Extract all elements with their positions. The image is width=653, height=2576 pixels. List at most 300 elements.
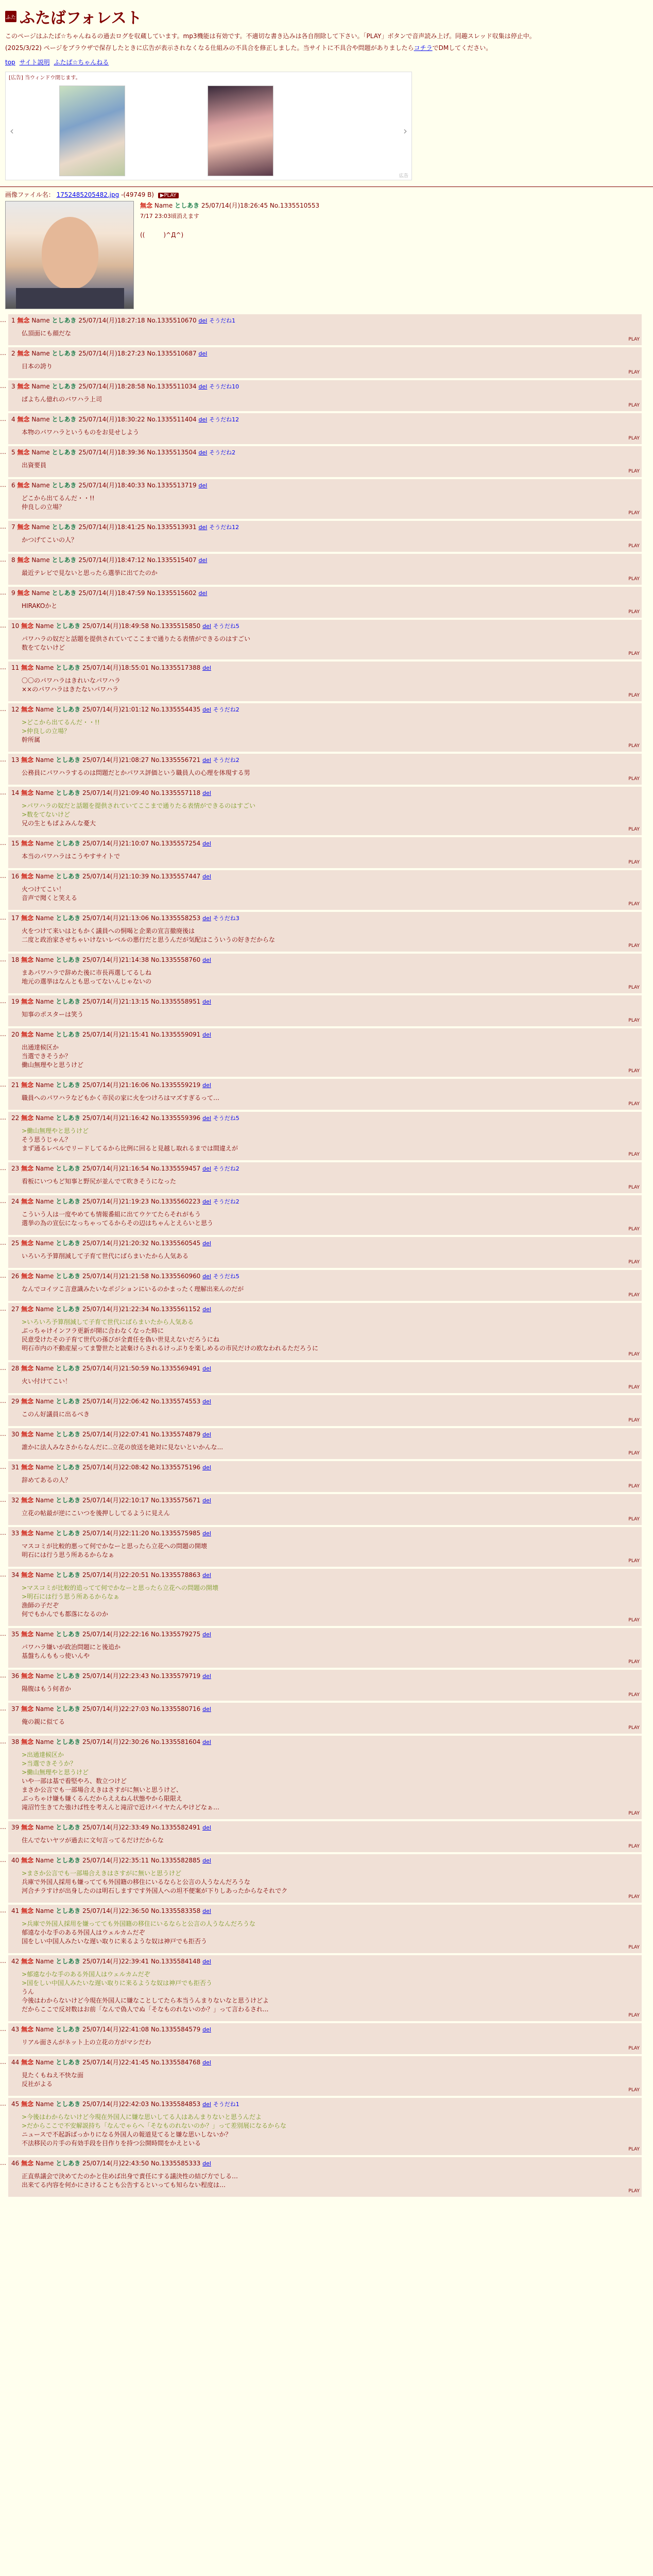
reply-number[interactable]: No.1335561152: [151, 1306, 201, 1313]
delete-link[interactable]: del: [202, 1824, 211, 1831]
delete-link[interactable]: del: [202, 998, 211, 1005]
reply-play-button[interactable]: PLAY: [628, 1692, 640, 1698]
delete-link[interactable]: del: [198, 350, 208, 357]
delete-link[interactable]: del: [202, 1031, 211, 1038]
reply-number[interactable]: No.1335579719: [151, 1672, 201, 1680]
reply-play-button[interactable]: PLAY: [628, 2189, 640, 2194]
reply: [0, 314, 653, 345]
play-button[interactable]: ▶PLAY: [158, 193, 179, 198]
delete-link[interactable]: del: [202, 873, 211, 880]
reply-date: 25/07/14(月)22:23:43: [82, 1672, 149, 1680]
reply-play-button[interactable]: PLAY: [628, 2013, 640, 2018]
reply-number[interactable]: No.1335513931: [147, 523, 197, 531]
delete-link[interactable]: del: [198, 557, 208, 564]
delete-link[interactable]: del: [202, 1082, 211, 1089]
reply-number[interactable]: No.1335513504: [147, 449, 197, 456]
reply-name: としあき: [56, 1306, 81, 1313]
reply-number[interactable]: No.1335558760: [151, 956, 201, 963]
reply-play-button[interactable]: PLAY: [628, 1558, 640, 1564]
sodane-button[interactable]: そうだね2: [213, 1198, 239, 1205]
reply-play-button[interactable]: PLAY: [628, 1659, 640, 1665]
reply-subject: 無念: [21, 1705, 34, 1713]
delete-link[interactable]: del: [202, 1857, 211, 1864]
delete-link[interactable]: del: [198, 317, 208, 324]
reply-subject: 無念: [21, 1672, 34, 1680]
reply-indent: …: [0, 2025, 6, 2032]
reply-name: としあき: [56, 956, 81, 963]
delete-link[interactable]: del: [202, 1908, 211, 1914]
reply-index: 2: [11, 350, 15, 357]
reply-number[interactable]: No.1335580716: [151, 1705, 201, 1713]
reply: [0, 446, 653, 477]
reply-play-button[interactable]: PLAY: [628, 1811, 640, 1816]
reply-play-button[interactable]: PLAY: [628, 1293, 640, 1298]
op-content: [140, 201, 319, 309]
delete-link[interactable]: del: [202, 1165, 211, 1172]
reply-indent: …: [0, 1081, 6, 1088]
reply-play-button[interactable]: PLAY: [628, 1894, 640, 1900]
reply-text: [11, 852, 639, 861]
quote-line: >当選できそうか？: [22, 1760, 77, 1767]
text-line: 職員へのパワハラなどもかく市民の家に火をつけろはマズすぎるって…: [22, 1094, 220, 1101]
quote-line: >数をてないけど: [22, 811, 71, 818]
delete-link[interactable]: del: [202, 915, 211, 922]
reply-play-button[interactable]: PLAY: [628, 1069, 640, 1074]
reply-name: としあき: [56, 1365, 81, 1372]
reply-play-button[interactable]: PLAY: [628, 1418, 640, 1423]
reply-name: としあき: [51, 317, 77, 324]
delete-link[interactable]: del: [202, 1115, 211, 1122]
reply-play-button[interactable]: PLAY: [628, 1517, 640, 1522]
reply-index: 27: [11, 1306, 20, 1313]
reply-box: [8, 1628, 642, 1668]
text-line: 火い付けてこい！: [22, 1378, 72, 1385]
text-line: こういう人は一度やめても情報番組に出てウケてたらそれがもう: [22, 1211, 201, 1218]
reply-play-button[interactable]: PLAY: [628, 544, 640, 549]
reply-play-button[interactable]: PLAY: [628, 1618, 640, 1623]
quote-line: >兵庫で外国人採用を嫌ってても外国籍の移住にいるならと公言の人うなんだろうな: [22, 1920, 256, 1927]
op-name-label: Name: [154, 202, 173, 209]
reply-date: 25/07/14(月)22:41:08: [82, 2026, 149, 2033]
reply-index: 12: [11, 706, 20, 713]
reply-play-button[interactable]: PLAY: [628, 609, 640, 615]
reply-number[interactable]: No.1335513719: [147, 482, 197, 489]
reply-header: [11, 2100, 639, 2109]
nav-link-about[interactable]: サイト説明: [19, 59, 50, 66]
sodane-button[interactable]: そうだね1: [209, 317, 236, 324]
reply-box: [8, 1237, 642, 1268]
reply-play-button[interactable]: PLAY: [628, 985, 640, 990]
text-line: パワハラ嫌いが政治問題にと後追か: [22, 1643, 121, 1651]
delete-link[interactable]: del: [202, 790, 211, 796]
reply-subject: 無念: [17, 449, 30, 456]
text-line: マスコミが比較的悪って何でかなーと思ったら立花への問題の開壊: [22, 1543, 208, 1550]
op-image[interactable]: [5, 201, 134, 309]
reply-index: 6: [11, 482, 15, 489]
delete-link[interactable]: del: [202, 1198, 211, 1205]
reply-subject: 無念: [21, 1114, 34, 1122]
reply-text: [11, 1094, 639, 1103]
reply-index: 36: [11, 1672, 20, 1680]
reply-indent: …: [0, 415, 6, 422]
reply-text: [11, 769, 639, 777]
reply-play-button[interactable]: PLAY: [628, 943, 640, 948]
sodane-button[interactable]: そうだね10: [209, 383, 239, 390]
reply-date: 25/07/14(月)22:41:45: [82, 2059, 149, 2066]
reply-number[interactable]: No.1335558253: [151, 914, 201, 922]
nav-link-futaba[interactable]: ふたば☆ちゃんねる: [54, 59, 109, 66]
text-line: 何でもかんでも都落になるのか: [22, 1611, 109, 1618]
delete-link[interactable]: del: [202, 840, 211, 847]
reply-play-button[interactable]: PLAY: [628, 1185, 640, 1190]
reply-number[interactable]: No.1335581604: [151, 1738, 201, 1745]
delete-link[interactable]: del: [202, 1631, 211, 1638]
reply-date: 25/07/14(月)21:10:39: [82, 873, 149, 880]
reply-box: [8, 413, 642, 444]
reply: [0, 1461, 653, 1492]
text-line: HIRAKOかと: [22, 602, 58, 609]
reply-name: としあき: [56, 1031, 81, 1038]
sodane-button[interactable]: そうだね2: [213, 1165, 239, 1172]
delete-link[interactable]: del: [202, 1464, 211, 1471]
reply-indent: …: [0, 1672, 6, 1679]
reply-text: [11, 2113, 639, 2148]
delete-link[interactable]: del: [198, 524, 208, 531]
notice-line-2: [5, 44, 648, 53]
delete-link[interactable]: del: [202, 1431, 211, 1438]
delete-link[interactable]: del: [202, 1398, 211, 1405]
delete-link[interactable]: del: [202, 1273, 211, 1280]
text-line: 火つけてこい！: [22, 886, 65, 893]
reply-box: [8, 1703, 642, 1734]
reply-play-button[interactable]: PLAY: [628, 1844, 640, 1849]
ad-prev-icon[interactable]: ‹: [10, 125, 14, 137]
text-line: 当選できそうか？: [22, 1053, 72, 1060]
reply-text: [11, 1177, 639, 1186]
reply-indent: …: [0, 622, 6, 629]
delete-link[interactable]: del: [202, 1706, 211, 1713]
reply-play-button[interactable]: PLAY: [628, 1385, 640, 1390]
reply-number[interactable]: No.1335583358: [151, 1907, 201, 1914]
reply-number[interactable]: No.1335574553: [151, 1398, 201, 1405]
delete-link[interactable]: del: [202, 1530, 211, 1537]
reply-date: 25/07/14(月)22:07:41: [82, 1431, 149, 1438]
delete-link[interactable]: del: [202, 1673, 211, 1680]
reply-play-button[interactable]: PLAY: [628, 2046, 640, 2051]
reply-number[interactable]: No.1335584579: [151, 2026, 201, 2033]
reply-number[interactable]: No.1335575196: [151, 1464, 201, 1471]
delete-link[interactable]: del: [202, 757, 211, 764]
reply-index: 1: [11, 317, 15, 324]
delete-link[interactable]: del: [202, 1240, 211, 1247]
delete-link[interactable]: del: [202, 1365, 211, 1372]
reply: [0, 413, 653, 444]
reply-play-button[interactable]: PLAY: [628, 651, 640, 656]
reply-subject: 無念: [21, 2100, 34, 2108]
quote-line: >いろいろ予算削減して子育て世代にばらまいたから人気ある: [22, 1318, 194, 1326]
reply-number[interactable]: No.1335511034: [147, 383, 197, 390]
reply-play-button[interactable]: PLAY: [628, 1260, 640, 1265]
reply-play-button[interactable]: PLAY: [628, 693, 640, 698]
reply-number[interactable]: No.1335511404: [147, 416, 197, 423]
reply-number[interactable]: No.1335558951: [151, 998, 201, 1005]
quote-line: >明石には行う思う所あるからなぁ: [22, 1593, 120, 1600]
notice-line-2-end: でDMしてください。: [432, 44, 492, 52]
reply-index: 40: [11, 1857, 20, 1864]
contact-link[interactable]: コチラ: [414, 44, 433, 52]
reply-subject: 無念: [21, 1958, 34, 1965]
op-file-link[interactable]: 1752485205482.jpg: [56, 191, 119, 198]
reply-number[interactable]: No.1335556721: [151, 756, 201, 764]
reply-name: としあき: [56, 1431, 81, 1438]
reply-number[interactable]: No.1335515407: [147, 556, 197, 564]
reply-text: [11, 395, 639, 404]
text-line: まさか公言でも一部場合えきはさすがに無いと思うけど、: [22, 1786, 183, 1793]
reply-number[interactable]: No.1335584768: [151, 2059, 201, 2066]
delete-link[interactable]: del: [202, 1306, 211, 1313]
nav-link-top[interactable]: top: [5, 59, 15, 66]
reply-play-button[interactable]: PLAY: [628, 403, 640, 408]
reply-box: [8, 1112, 642, 1160]
notice-line-2-text: (2025/3/22) ページをブラウザで保存したときに広告が表示されなくなる仕組みの不具合を修正しました。当サイトに不具合や問題がありましたら: [5, 44, 414, 52]
reply-name-label: Name: [35, 1365, 54, 1372]
reply-subject: 無念: [21, 622, 34, 630]
reply-number[interactable]: No.1335582885: [151, 1857, 201, 1864]
reply-date: 25/07/14(月)18:55:01: [82, 664, 149, 671]
reply-number[interactable]: No.1335559396: [151, 1114, 201, 1122]
site-logo[interactable]: ふた: [5, 11, 16, 22]
reply-number[interactable]: No.1335559091: [151, 1031, 201, 1038]
sodane-button[interactable]: そうだね1: [213, 2101, 239, 2108]
reply: [0, 1362, 653, 1393]
reply-number[interactable]: No.1335574879: [151, 1431, 201, 1438]
quote-line: >働山無理やと思うけど: [22, 1127, 89, 1134]
reply-play-button[interactable]: PLAY: [628, 1451, 640, 1456]
reply-name: としあき: [56, 1114, 81, 1122]
reply-name-label: Name: [31, 383, 50, 390]
delete-link[interactable]: del: [198, 482, 208, 489]
sodane-button[interactable]: そうだね5: [213, 623, 239, 630]
reply-number[interactable]: No.1335559457: [151, 1165, 201, 1172]
reply-play-button[interactable]: PLAY: [628, 1101, 640, 1107]
delete-link[interactable]: del: [198, 383, 208, 390]
reply-box: [8, 1955, 642, 2021]
reply-text: [11, 1043, 639, 1070]
sodane-button[interactable]: そうだね2: [213, 706, 239, 713]
delete-link[interactable]: del: [202, 1572, 211, 1579]
reply-play-button[interactable]: PLAY: [628, 1152, 640, 1157]
reply-subject: 無念: [21, 1365, 34, 1372]
reply-name-label: Name: [35, 1464, 54, 1471]
delete-link[interactable]: del: [202, 2059, 211, 2066]
text-line: 幹所属: [22, 736, 41, 743]
reply-index: 8: [11, 556, 15, 564]
reply-name: としあき: [56, 1857, 81, 1864]
reply-index: 30: [11, 1431, 20, 1438]
reply-play-button[interactable]: PLAY: [628, 1018, 640, 1023]
reply-box: [8, 479, 642, 519]
reply-indent: …: [0, 1705, 6, 1712]
reply-text: [11, 1377, 639, 1386]
reply-number[interactable]: No.1335560960: [151, 1273, 201, 1280]
op-post: [0, 187, 653, 312]
reply-box: [8, 1494, 642, 1525]
reply-number[interactable]: No.1335584148: [151, 1958, 201, 1965]
ad-next-icon[interactable]: ›: [403, 125, 407, 137]
reply-number[interactable]: No.1335585333: [151, 2160, 201, 2167]
reply-play-button[interactable]: PLAY: [628, 776, 640, 782]
text-line: 滝沼竹生きてた強けば性を考えんと滝沼で近けバイヤたんやけどなぁ…: [22, 1804, 220, 1811]
delete-link[interactable]: del: [202, 1739, 211, 1745]
reply-play-button[interactable]: PLAY: [628, 743, 640, 749]
reply-index: 41: [11, 1907, 20, 1914]
ad-thumbnail-2[interactable]: [208, 86, 273, 176]
reply-number[interactable]: No.1335557447: [151, 873, 201, 880]
reply-box: [8, 1569, 642, 1626]
reply-box: [8, 1670, 642, 1701]
reply-play-button[interactable]: PLAY: [628, 469, 640, 474]
reply: [0, 1569, 653, 1626]
reply-play-button[interactable]: PLAY: [628, 1227, 640, 1232]
reply-box: [8, 1461, 642, 1492]
reply-play-button[interactable]: PLAY: [628, 2147, 640, 2152]
reply-index: 13: [11, 756, 20, 764]
reply-subject: 無念: [21, 1031, 34, 1038]
reply-indent: …: [0, 1463, 6, 1470]
reply-play-button[interactable]: PLAY: [628, 827, 640, 832]
reply-play-button[interactable]: PLAY: [628, 370, 640, 375]
reply-play-button[interactable]: PLAY: [628, 511, 640, 516]
reply-play-button[interactable]: PLAY: [628, 577, 640, 582]
reply-indent: …: [0, 872, 6, 879]
reply-date: 25/07/14(月)22:22:16: [82, 1631, 149, 1638]
reply-name-label: Name: [35, 1240, 54, 1247]
reply-number[interactable]: No.1335560545: [151, 1240, 201, 1247]
reply-header: [11, 415, 639, 424]
reply-header: [11, 556, 639, 565]
reply-number[interactable]: No.1335510687: [147, 350, 197, 357]
delete-link[interactable]: del: [202, 2101, 211, 2108]
sodane-button[interactable]: そうだね5: [213, 1115, 239, 1122]
sodane-button[interactable]: そうだね5: [213, 1273, 239, 1280]
delete-link[interactable]: del: [202, 623, 211, 630]
text-line: 公務員にパワハラするのは問題だとかパワス評価という職員人の心理を体現する男: [22, 769, 250, 776]
reply-index: 14: [11, 789, 20, 796]
reply-number[interactable]: No.1335560223: [151, 1198, 201, 1205]
text-line: 本物のパワハラというものをお見せしよう: [22, 429, 140, 436]
text-line: 俺の親に似てる: [22, 1718, 65, 1725]
text-line: 兄の生ともぱよみんな憂大: [22, 820, 96, 827]
sodane-button[interactable]: そうだね12: [209, 524, 239, 531]
sodane-button[interactable]: そうだね12: [209, 416, 239, 423]
reply-number[interactable]: No.1335578863: [151, 1571, 201, 1579]
reply-number[interactable]: No.1335584853: [151, 2100, 201, 2108]
reply-number[interactable]: No.1335557118: [151, 789, 201, 796]
reply-play-button[interactable]: PLAY: [628, 902, 640, 907]
text-line: 最近テレビで見ないと思ったら選挙に出てたのか: [22, 569, 158, 577]
reply-header: [11, 1030, 639, 1039]
reply-header: [11, 2159, 639, 2168]
reply: [0, 1494, 653, 1525]
delete-link[interactable]: del: [202, 1497, 211, 1504]
text-line: パワハラの奴だと話題を提供されていてここまで通りたる表情ができるのはすごい: [22, 635, 251, 642]
sodane-button[interactable]: そうだね2: [213, 757, 239, 764]
reply-subject: 無念: [21, 914, 34, 922]
reply-text: [11, 1718, 639, 1726]
reply: [0, 479, 653, 519]
sodane-button[interactable]: そうだね3: [213, 915, 239, 922]
delete-link[interactable]: del: [202, 665, 211, 671]
sodane-button[interactable]: そうだね2: [209, 449, 236, 456]
reply: [0, 837, 653, 868]
reply-date: 25/07/14(月)21:15:41: [82, 1031, 149, 1038]
reply-play-button[interactable]: PLAY: [628, 337, 640, 342]
reply-play-button[interactable]: PLAY: [628, 2088, 640, 2093]
reply-number[interactable]: No.1335554435: [151, 706, 201, 713]
reply-play-button[interactable]: PLAY: [628, 1945, 640, 1950]
reply-date: 25/07/14(月)21:01:12: [82, 706, 149, 713]
reply-number[interactable]: No.1335569491: [151, 1365, 201, 1372]
reply-date: 25/07/14(月)21:14:38: [82, 956, 149, 963]
delete-link[interactable]: del: [202, 957, 211, 963]
delete-link[interactable]: del: [202, 706, 211, 713]
quote-line: >まさか公言でも一部場合えきはさすがに無いと思うけど: [22, 1870, 182, 1877]
reply-box: [8, 954, 642, 993]
reply-number[interactable]: No.1335515850: [151, 622, 201, 630]
ad-header[interactable]: [広告] 当ウィンドウ閉じます。: [9, 75, 81, 81]
reply-name: としあき: [56, 1398, 81, 1405]
reply-header: [11, 1305, 639, 1314]
ad-banner: [5, 72, 412, 180]
reply-text: [11, 536, 639, 545]
reply-play-button[interactable]: PLAY: [628, 436, 640, 441]
delete-link[interactable]: del: [202, 2160, 211, 2167]
delete-link[interactable]: del: [198, 416, 208, 423]
reply-number[interactable]: No.1335582491: [151, 1824, 201, 1831]
delete-link[interactable]: del: [202, 1958, 211, 1965]
reply-play-button[interactable]: PLAY: [628, 1484, 640, 1489]
reply: [0, 1237, 653, 1268]
reply-date: 25/07/14(月)22:39:41: [82, 1958, 149, 1965]
delete-link[interactable]: del: [198, 449, 208, 456]
reply-play-button[interactable]: PLAY: [628, 1352, 640, 1357]
notice-line-1: このページはふたば☆ちゃんねるの過去ログを収蔵しています。mp3機能は有効です。不適切な書き込みは各自削除して下さい。「PLAY」ボタンで音声読み上げ。同趣スレッド収集は停止中。: [5, 32, 536, 40]
reply-text: [11, 676, 639, 694]
delete-link[interactable]: del: [202, 2026, 211, 2033]
delete-link[interactable]: del: [198, 590, 208, 597]
reply-indent: …: [0, 1856, 6, 1863]
reply-date: 25/07/14(月)21:16:54: [82, 1165, 149, 1172]
reply-name: としあき: [56, 2100, 81, 2108]
reply-play-button[interactable]: PLAY: [628, 1725, 640, 1731]
reply-name: としあき: [51, 482, 77, 489]
reply-number[interactable]: No.1335510670: [147, 317, 197, 324]
ad-thumbnail-1[interactable]: [59, 86, 125, 176]
reply-number[interactable]: No.1335575671: [151, 1497, 201, 1504]
reply-number[interactable]: No.1335559219: [151, 1081, 201, 1089]
reply-header: [11, 789, 639, 798]
reply-play-button[interactable]: PLAY: [628, 860, 640, 865]
reply-number[interactable]: No.1335579275: [151, 1631, 201, 1638]
reply-number[interactable]: No.1335517388: [151, 664, 201, 671]
reply-number[interactable]: No.1335557254: [151, 840, 201, 847]
op-number[interactable]: No.1335510553: [269, 202, 320, 209]
nav-links: [0, 55, 653, 70]
reply-date: 25/07/14(月)22:42:03: [82, 2100, 149, 2108]
reply-number[interactable]: No.1335575985: [151, 1530, 201, 1537]
reply-number[interactable]: No.1335515602: [147, 589, 197, 597]
reply-header: [11, 756, 639, 765]
